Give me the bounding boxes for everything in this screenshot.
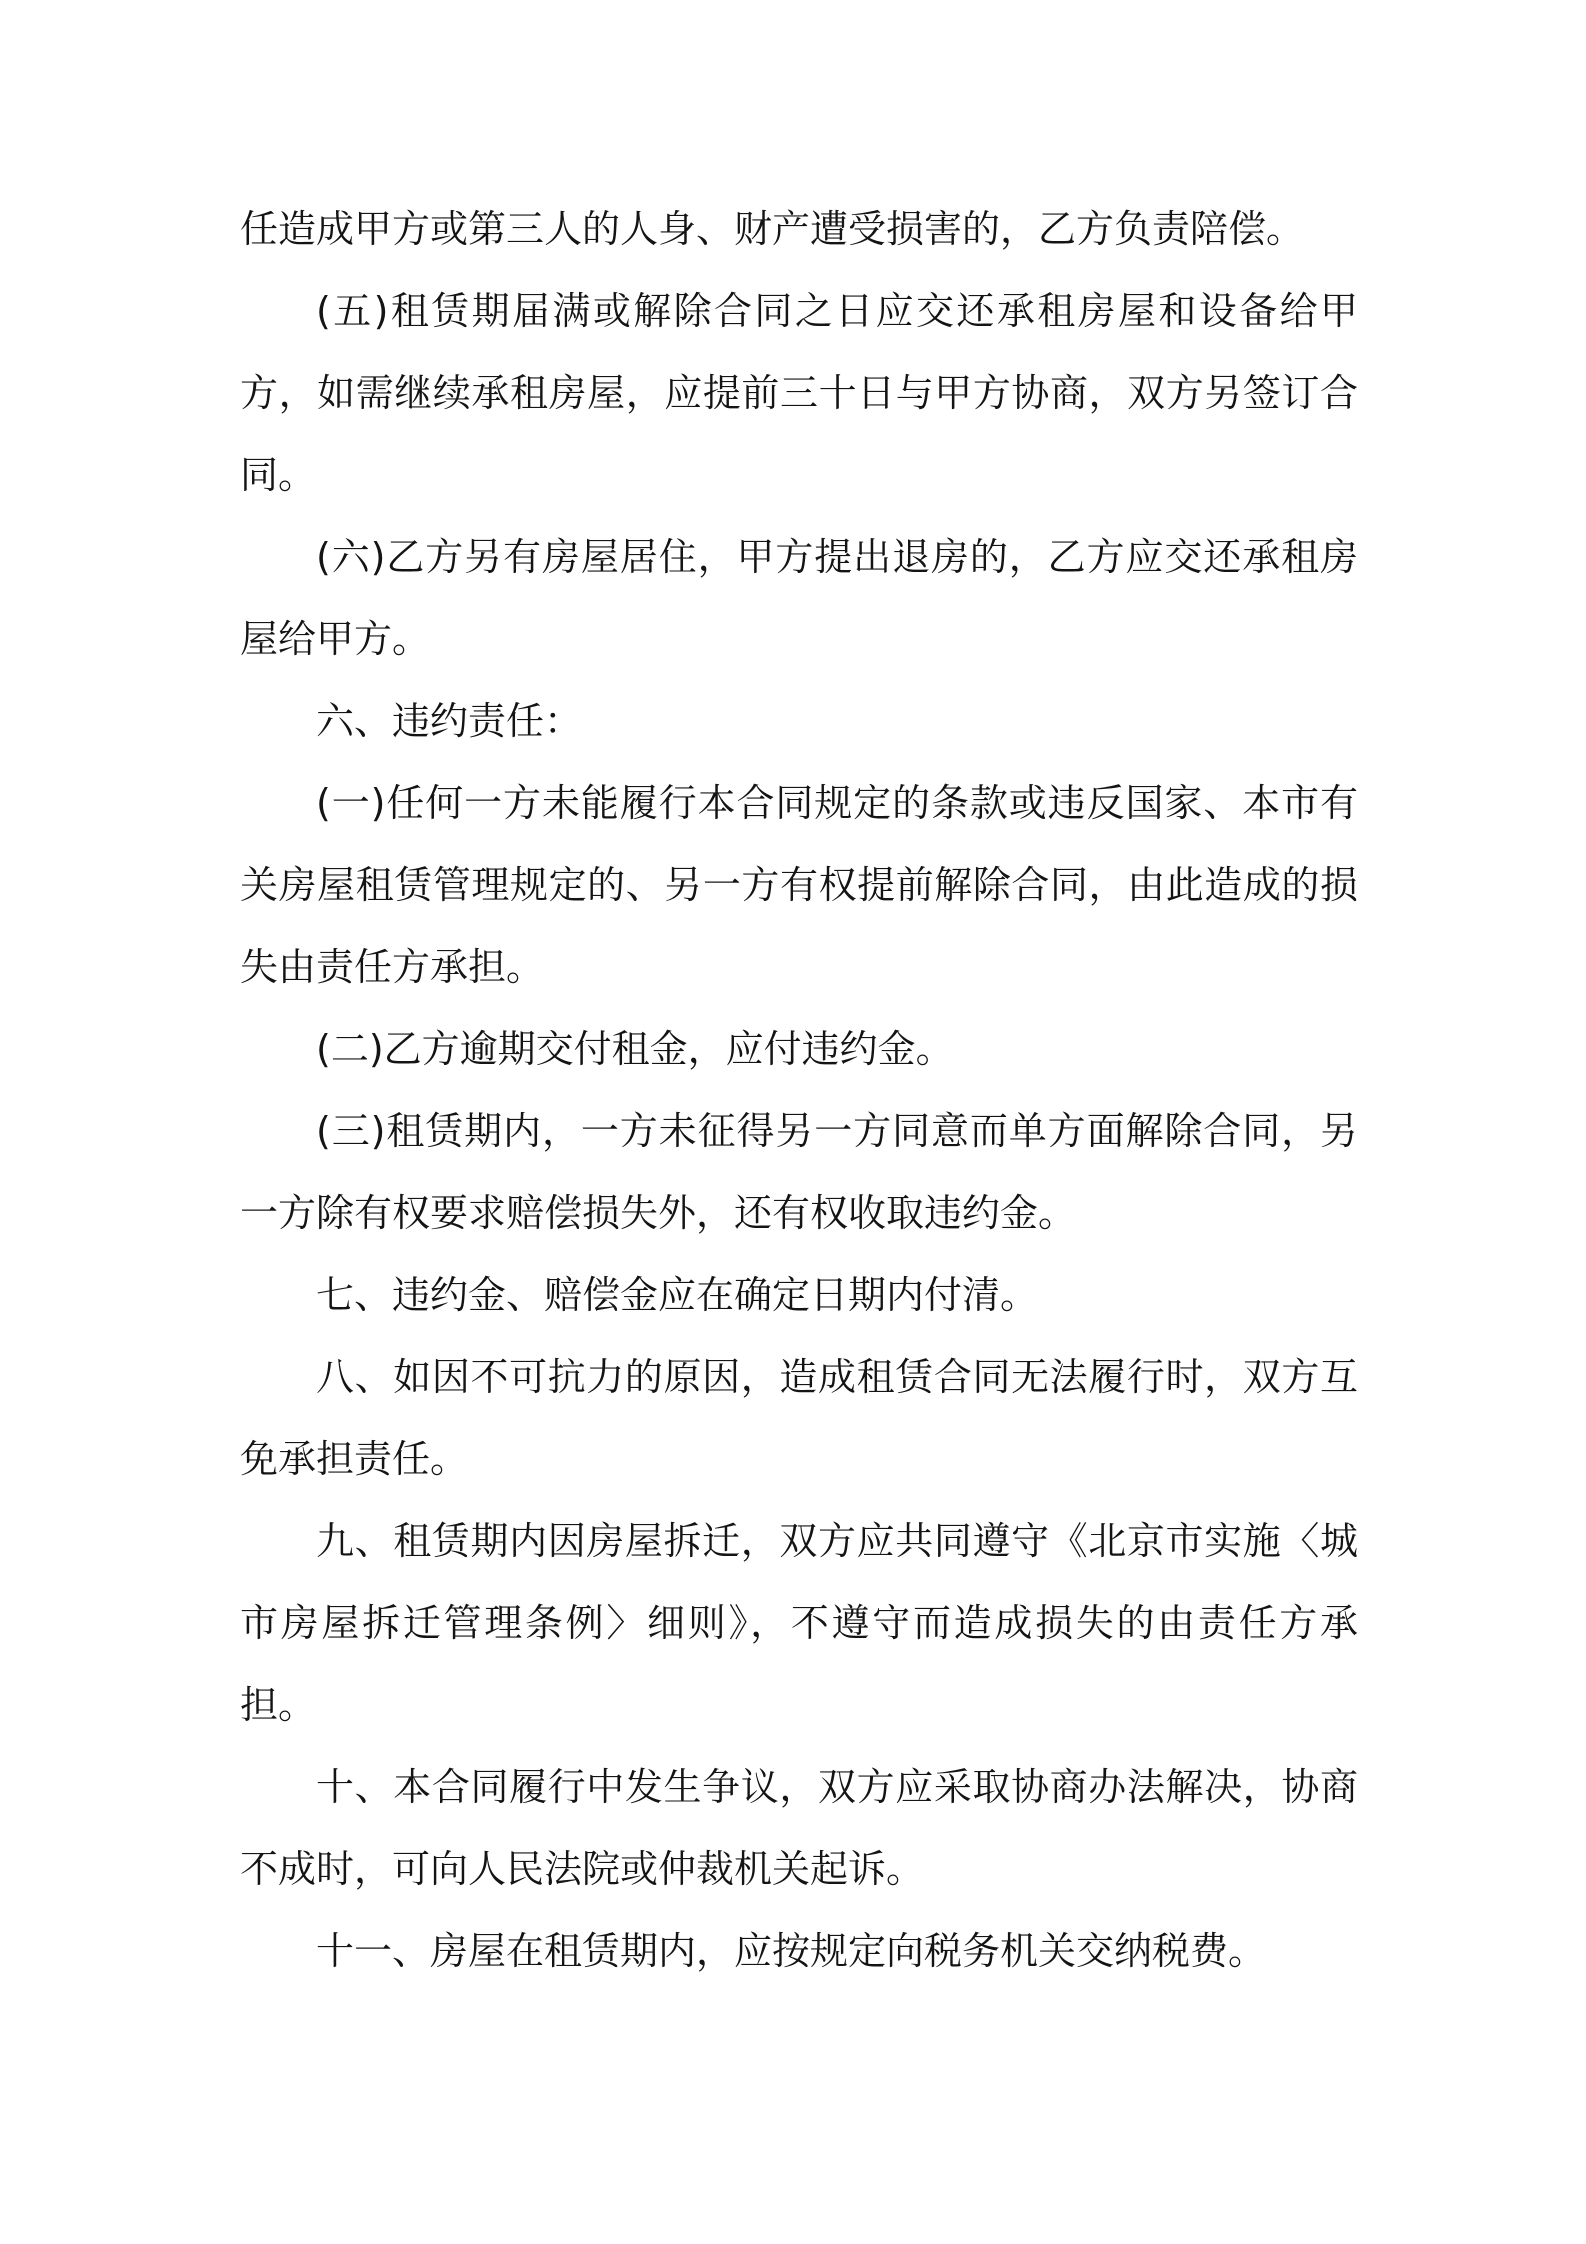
- paragraph-continuation: 任造成甲方或第三人的人身、财产遭受损害的，乙方负责陪偿。: [240, 207, 1305, 251]
- paragraph-breach-3: (三)租赁期内，一方未征得另一方同意而单方面解除合同，另一方除有权要求赔偿损失外，还有权收取违约金。: [240, 1109, 1358, 1235]
- paragraph-clause-6: (六)乙方另有房屋居住，甲方提出退房的，乙方应交还承租房屋给甲方。: [240, 535, 1358, 661]
- paragraph-section-7: 七、违约金、赔偿金应在确定日期内付清。: [316, 1273, 1039, 1317]
- paragraph-section-9: 九、租赁期内因房屋拆迁，双方应共同遵守《北京市实施〈城市房屋拆迁管理条例〉细则》，不遵守而造成损失的由责任方承担。: [240, 1519, 1358, 1727]
- paragraph-section-11: 十一、房屋在租赁期内，应按规定向税务机关交纳税费。: [316, 1929, 1267, 1973]
- section-heading-breach-liability: 六、违约责任：: [316, 699, 583, 743]
- paragraph-section-10: 十、本合同履行中发生争议，双方应采取协商办法解决，协商不成时，可向人民法院或仲裁机关起诉。: [240, 1765, 1358, 1891]
- document-body: [240, 188, 1358, 1992]
- paragraph-breach-2: (二)乙方逾期交付租金，应付违约金。: [316, 1027, 954, 1071]
- paragraph-breach-1: (一)任何一方未能履行本合同规定的条款或违反国家、本市有关房屋租赁管理规定的、另一方有权提前解除合同，由此造成的损失由责任方承担。: [240, 781, 1358, 989]
- paragraph-clause-5: (五)租赁期届满或解除合同之日应交还承租房屋和设备给甲方，如需继续承租房屋，应提前三十日与甲方协商，双方另签订合同。: [240, 289, 1358, 497]
- paragraph-section-8: 八、如因不可抗力的原因，造成租赁合同无法履行时，双方互免承担责任。: [240, 1355, 1358, 1481]
